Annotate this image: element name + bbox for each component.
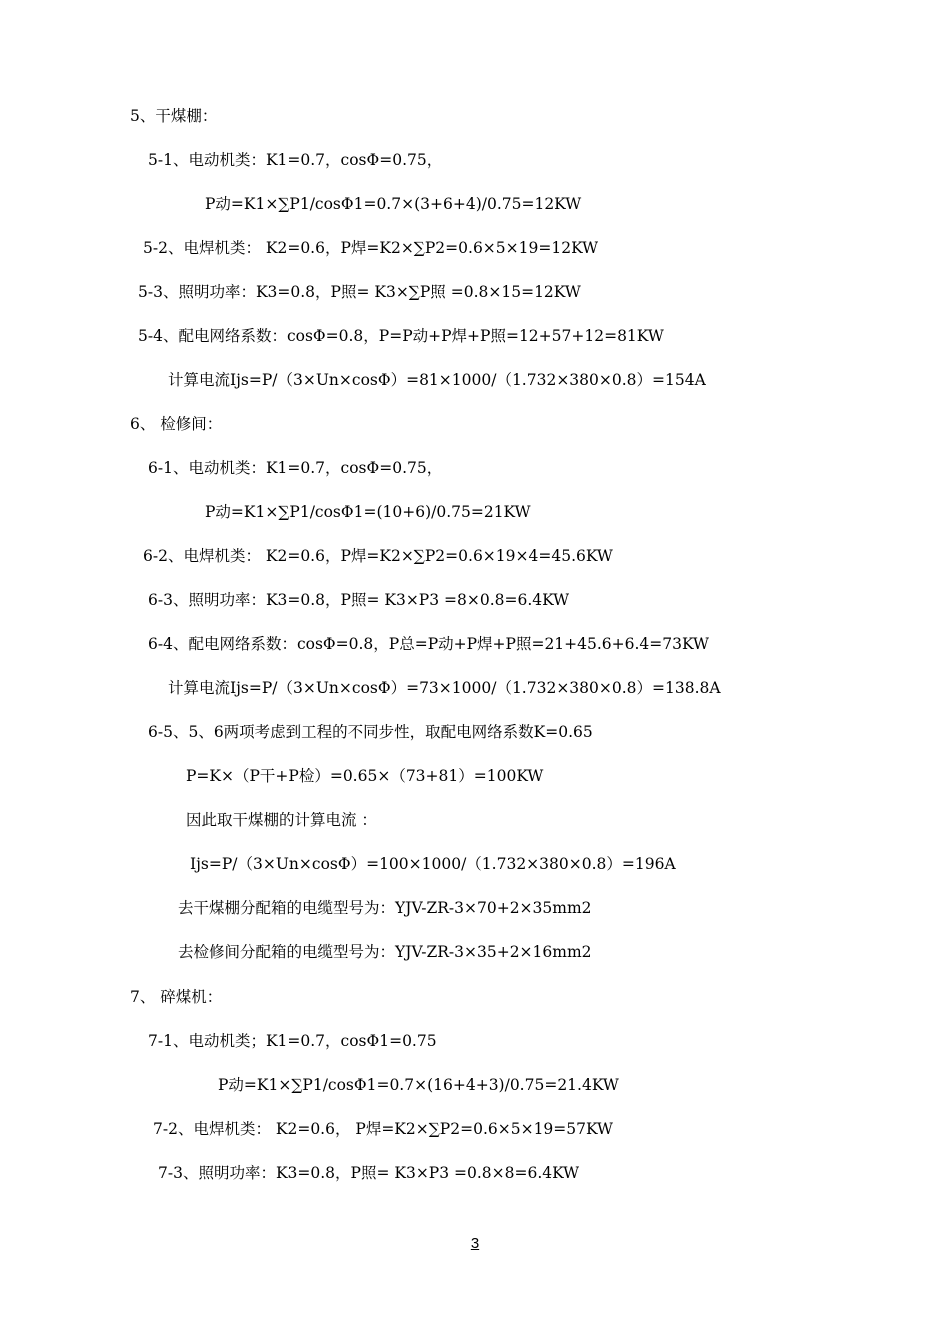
section-6-heading: 6、 检修间：	[130, 415, 223, 433]
line-6-5-note: 因此取干煤棚的计算电流 ：	[186, 811, 377, 829]
line-5-1: 5-1、电动机类：K1=0.7，cosΦ=0.75，	[148, 151, 443, 169]
page-number	[0, 1234, 950, 1254]
line-5-current: 计算电流Ijs=P/（3×Un×cosΦ）=81×1000/（1.732×380×0.8）=154A	[168, 371, 706, 389]
page-number-text: 3	[470, 1235, 480, 1252]
line-6-5-formula: P=K×（P干+P检）=0.65×（73+81）=100KW	[186, 767, 544, 785]
line-5-2: 5-2、电焊机类： K2=0.6，P焊=K2×∑P2=0.6×5×19=12KW	[143, 239, 599, 257]
section-5-heading: 5、干煤棚：	[130, 107, 218, 125]
line-5-1-formula: P动=K1×∑P1/cosΦ1=0.7×(3+6+4)/0.75=12KW	[205, 195, 582, 213]
line-7-3: 7-3、照明功率：K3=0.8，P照= K3×P3 =0.8×8=6.4KW	[158, 1164, 580, 1182]
line-5-3: 5-3、照明功率：K3=0.8，P照= K3×∑P照 =0.8×15=12KW	[138, 283, 581, 301]
line-6-3: 6-3、照明功率：K3=0.8，P照= K3×P3 =8×0.8=6.4KW	[148, 591, 570, 609]
line-cable-repair: 去检修间分配箱的电缆型号为：YJV-ZR-3×35+2×16mm2	[178, 943, 592, 961]
line-6-current: 计算电流Ijs=P/（3×Un×cosΦ）=73×1000/（1.732×380×0.8）=138.8A	[168, 679, 721, 697]
line-6-2: 6-2、电焊机类： K2=0.6，P焊=K2×∑P2=0.6×19×4=45.6KW	[143, 547, 613, 565]
line-6-4: 6-4、配电网络系数：cosΦ=0.8，P总=P动+P焊+P照=21+45.6+6.4=73KW	[148, 635, 709, 653]
line-7-1: 7-1、电动机类；K1=0.7，cosΦ1=0.75	[148, 1032, 437, 1050]
line-5-4: 5-4、配电网络系数：cosΦ=0.8，P=P动+P焊+P照=12+57+12=81KW	[138, 327, 664, 345]
section-7-heading: 7、 碎煤机：	[130, 988, 223, 1006]
line-6-1: 6-1、电动机类：K1=0.7，cosΦ=0.75，	[148, 459, 443, 477]
line-6-1-formula: P动=K1×∑P1/cosΦ1=(10+6)/0.75=21KW	[205, 503, 531, 521]
line-6-5-current: Ijs=P/（3×Un×cosΦ）=100×1000/（1.732×380×0.8）=196A	[190, 855, 676, 873]
line-7-2: 7-2、电焊机类： K2=0.6， P焊=K2×∑P2=0.6×5×19=57KW	[153, 1120, 613, 1138]
line-7-1-formula: P动=K1×∑P1/cosΦ1=0.7×(16+4+3)/0.75=21.4KW	[218, 1076, 619, 1094]
line-cable-dry-coal: 去干煤棚分配箱的电缆型号为：YJV-ZR-3×70+2×35mm2	[178, 899, 592, 917]
line-6-5: 6-5、5、6两项考虑到工程的不同步性，取配电网络系数K=0.65	[148, 723, 593, 741]
